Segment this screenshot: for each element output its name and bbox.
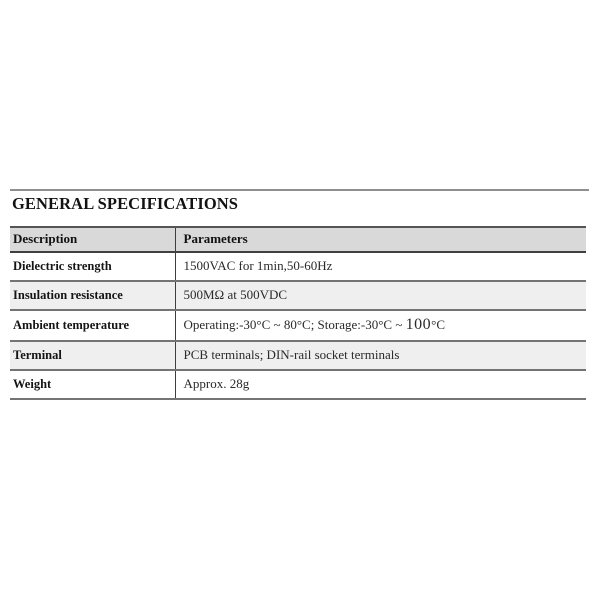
storage-max-temperature-value: 100 (405, 316, 432, 333)
section-divider-rule (10, 189, 589, 191)
spec-value-dielectric-strength: 1500VAC for 1min,50-60Hz (175, 252, 586, 281)
column-header-description: Description (10, 227, 175, 252)
spec-label-dielectric-strength: Dielectric strength (10, 252, 175, 281)
section-title: GENERAL SPECIFICATIONS (12, 194, 239, 213)
spec-value-terminal: PCB terminals; DIN-rail socket terminals (175, 341, 586, 370)
spec-label-terminal: Terminal (10, 341, 175, 370)
table-row-insulation-resistance (10, 281, 586, 310)
storage-max-temperature-unit: °C (431, 317, 445, 332)
table-row-dielectric-strength (10, 252, 586, 281)
table-row-weight (10, 370, 586, 399)
spec-value-insulation-resistance: 500MΩ at 500VDC (175, 281, 586, 310)
spec-label-weight: Weight (10, 370, 175, 399)
table-row-ambient-temperature (10, 310, 586, 341)
ambient-temperature-range-text: Operating:-30°C ~ 80°C; Storage:-30°C ~ (183, 317, 406, 332)
column-header-parameters: Parameters (175, 227, 586, 252)
table-row-terminal (10, 341, 586, 370)
spec-value-weight: Approx. 28g (175, 370, 586, 399)
spec-value-ambient-temperature (175, 310, 586, 341)
spec-label-insulation-resistance: Insulation resistance (10, 281, 175, 310)
general-specifications-table (10, 226, 586, 400)
table-header-row (10, 227, 586, 252)
spec-label-ambient-temperature: Ambient temperature (10, 310, 175, 341)
